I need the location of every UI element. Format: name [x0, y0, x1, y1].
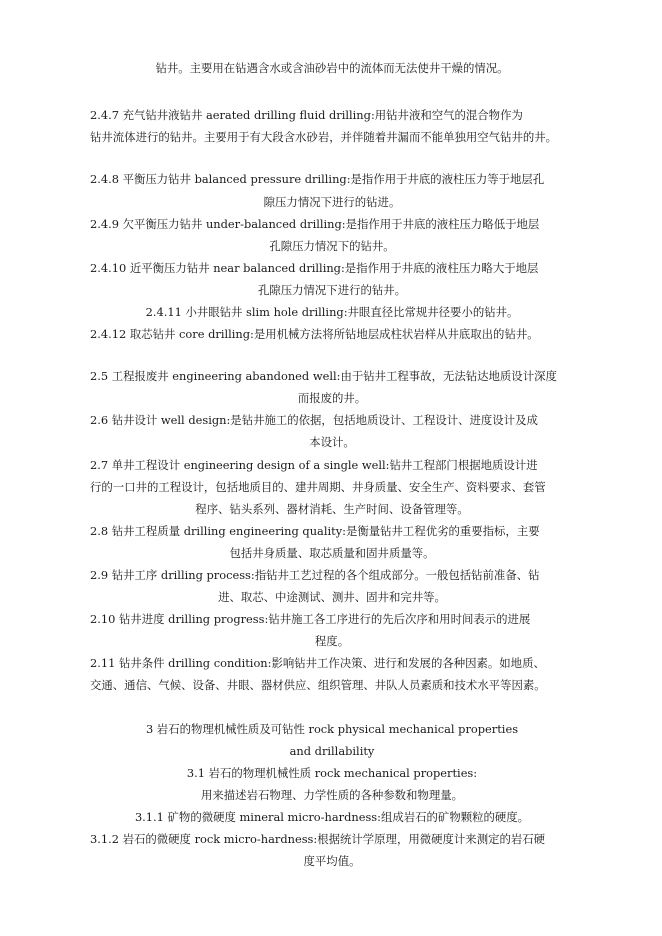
text-line: 2.7 单井工程设计 engineering design of a single well:钻井工程部门根据地质设计进: [90, 458, 538, 472]
subsection-heading: 3.1 岩石的物理机械性质 rock mechanical properties:: [186, 766, 478, 780]
text-line: 孔隙压力情况下进行的钻井。: [257, 283, 407, 297]
text-line: 孔隙压力情况下的钻井。: [269, 239, 395, 253]
text-line: 包括井身质量、取芯质量和固井质量等。: [229, 546, 435, 560]
text-line: 2.4.10 近平衡压力钻井 near balanced drilling:是指作用于井底的液柱压力略大于地层: [90, 261, 539, 275]
text-line: 2.4.12 取芯钻井 core drilling:是用机械方法将所钻地层成柱状岩样从井底取出的钻井。: [90, 327, 539, 341]
text-line: 度平均值。: [303, 854, 361, 868]
text-line: 3.1.2 岩石的微硬度 rock micro-hardness:根据统计学原理，用微硬度计来测定的岩石硬: [90, 832, 546, 846]
text-line: 2.6 钻井设计 well design:是钻井施工的依据，包括地质设计、工程设计、进度设计及成: [90, 413, 538, 427]
text-line: 2.4.8 平衡压力钻井 balanced pressure drilling:是指作用于井底的液柱压力等于地层孔: [90, 172, 545, 186]
text-line: 交通、通信、气候、设备、井眼、器材供应、组织管理、井队人员素质和技术水平等因素。: [90, 678, 546, 692]
text-line: 进、取芯、中途测试、测井、固井和完井等。: [218, 590, 446, 604]
text-line: 3.1.1 矿物的微硬度 mineral micro-hardness:组成岩石的矿物颗粒的硬度。: [134, 810, 530, 824]
text-line: 2.4.7 充气钻井液钻井 aerated drilling fluid drilling:用钻井液和空气的混合物作为: [90, 108, 523, 122]
text-line: 2.4.11 小井眼钻井 slim hole drilling:井眼直径比常规井径要小的钻井。: [145, 305, 519, 319]
section-heading: and drillability: [289, 744, 375, 758]
text-line: 程度。: [314, 634, 350, 648]
text-line: 本设计。: [309, 435, 355, 449]
text-line: 行的一口井的工程设计，包括地质目的、建井周期、井身质量、安全生产、资料要求、套管: [90, 480, 546, 494]
text-line: 2.11 钻井条件 drilling condition:影响钻井工作决策、进行和发展的各种因素。如地质、: [90, 656, 545, 670]
section-heading: 3 岩石的物理机械性质及可钻性 rock physical mechanical properties: [145, 722, 519, 736]
text-line: 隙压力情况下进行的钻进。: [263, 195, 401, 209]
text-line: 程序、钻头系列、器材消耗、生产时间、设备管理等。: [195, 502, 469, 516]
text-line: 2.8 钻井工程质量 drilling engineering quality:是衡量钻井工程优劣的重要指标，主要: [90, 524, 540, 538]
text-line: 钻井流体进行的钻井。主要用于有大段含水砂岩，并伴随着井漏而不能单独用空气钻井的井。: [90, 130, 558, 144]
text-line: 2.9 钻井工序 drilling process:指钻井工艺过程的各个组成部分。一般包括钻前准备、钻: [90, 568, 540, 582]
text-line: 用来描述岩石物理、力学性质的各种参数和物理量。: [201, 788, 463, 802]
text-line: 2.4.9 欠平衡压力钻井 under-balanced drilling:是指作用于井底的液柱压力略低于地层: [90, 217, 540, 231]
text-line: 而报废的井。: [297, 391, 367, 405]
text-line: 2.10 钻井进度 drilling progress:钻井施工各工序进行的先后次序和用时间表示的进展: [90, 612, 531, 626]
text-line: 2.5 工程报废井 engineering abandoned well:由于钻井工程事故，无法钻达地质设计深度: [90, 369, 557, 383]
text-line: 钻井。主要用在钻遇含水或含油砂岩中的流体而无法使井干燥的情况。: [155, 61, 509, 75]
